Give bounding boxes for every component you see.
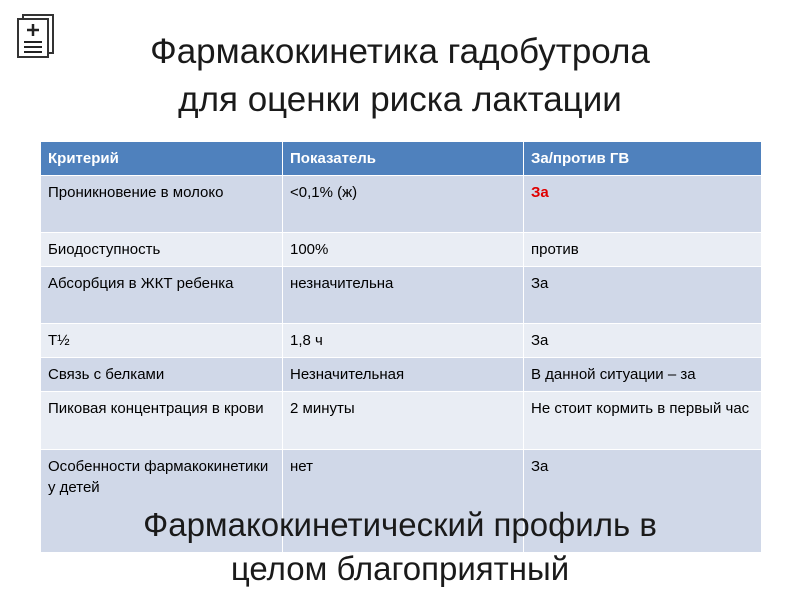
table-row [41,176,762,233]
conclusion-line-1: Фармакокинетический профиль в [143,506,657,543]
table-row [41,392,762,450]
table-cell: Биодоступность [41,233,283,267]
table-cell: 100% [283,233,524,267]
table-cell: За [524,324,762,358]
pharmacokinetics-table [40,141,762,553]
table-row [41,358,762,392]
table-cell: незначительна [283,267,524,324]
page-title [0,28,800,124]
table-row [41,267,762,324]
title-line-1: Фармакокинетика гадобутрола [150,32,650,71]
conclusion-text [0,503,800,591]
table-cell: против [524,233,762,267]
table-row [41,233,762,267]
table-cell: За [524,267,762,324]
table-cell: За [524,450,762,553]
table-cell: Не стоит кормить в первый час [524,392,762,450]
table-cell: В данной ситуации – за [524,358,762,392]
table-cell: Особенности фармакокинетики у детей [41,450,283,553]
table-header-row [41,142,762,176]
table-cell: 1,8 ч [283,324,524,358]
table-cell: нет [283,450,524,553]
column-header-indicator: Показатель [283,142,524,176]
table-cell: 2 минуты [283,392,524,450]
table-cell: Пиковая концентрация в крови [41,392,283,450]
table-cell: Проникновение в молоко [41,176,283,233]
table-cell: <0,1% (ж) [283,176,524,233]
title-line-2: для оценки риска лактации [178,80,622,119]
conclusion-line-2: целом благоприятный [230,550,570,587]
table-cell-highlighted: За [524,176,762,233]
table-cell: T½ [41,324,283,358]
column-header-for-against: За/против ГВ [524,142,762,176]
table-cell: Незначительная [283,358,524,392]
table-cell: Связь с белками [41,358,283,392]
table-cell: Абсорбция в ЖКТ ребенка [41,267,283,324]
column-header-criterion: Критерий [41,142,283,176]
table-row [41,324,762,358]
